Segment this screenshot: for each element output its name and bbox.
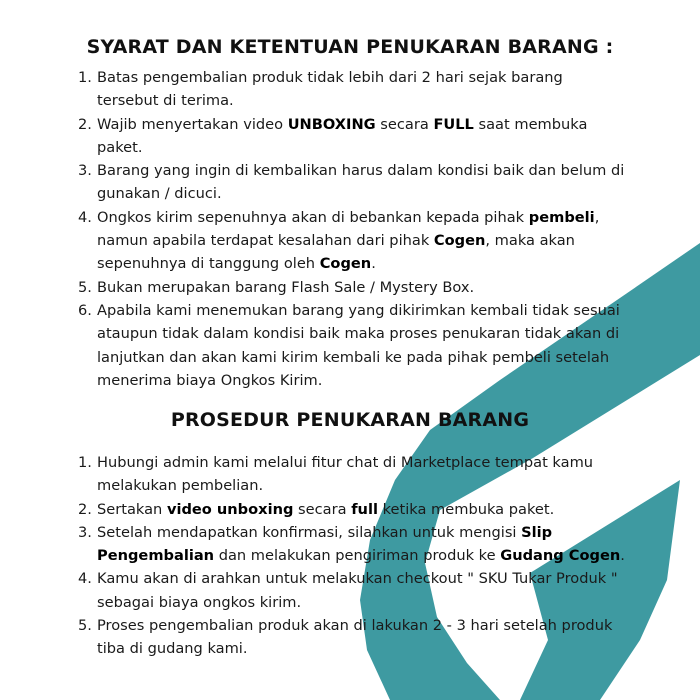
bold-text: pembeli — [528, 208, 595, 226]
terms-list — [78, 66, 628, 392]
list-item-number: 5. — [78, 617, 92, 635]
list-item-number: 1. — [78, 69, 92, 86]
list-item-text: Barang yang ingin di kembalikan harus dalam kondisi baik dan belum di gunakan / dicuci. — [97, 162, 625, 203]
list-item-text: . — [371, 255, 376, 273]
list-item — [78, 66, 628, 113]
list-item-number: 1. — [78, 454, 92, 471]
bold-text: Cogen — [319, 255, 372, 273]
list-item-number: 3. — [78, 162, 92, 180]
list-item-text: saat membuka paket. — [97, 115, 588, 156]
list-item — [78, 498, 628, 521]
bold-text: Slip Pengembalian — [97, 523, 553, 565]
list-item-text: , namun apabila terdapat kesalahan dari pihak — [97, 208, 600, 250]
list-item — [78, 567, 628, 614]
list-item-number: 5. — [78, 278, 92, 296]
list-item-number: 4. — [78, 570, 92, 588]
list-item-text: Hubungi admin kami melalui fitur chat di Marketplace tempat kamu melakukan pembelian. — [97, 454, 594, 495]
list-item-number: 2. — [78, 500, 92, 518]
bold-text: Gudang Cogen — [500, 547, 621, 565]
terms-heading: SYARAT DAN KETENTUAN PENUKARAN BARANG : — [86, 36, 614, 58]
list-item-text: , maka akan sepenuhnya di tanggung oleh — [97, 232, 575, 273]
list-item-text: Ongkos kirim sepenuhnya akan di bebankan kepada pihak — [97, 208, 529, 226]
list-item — [78, 299, 628, 392]
bold-text: FULL — [433, 115, 474, 133]
procedure-heading: PROSEDUR PENUKARAN BARANG — [170, 409, 530, 431]
list-item-text: secara — [293, 500, 352, 518]
list-item — [78, 159, 628, 206]
list-item-text: Batas pengembalian produk tidak lebih dari 2 hari sejak barang tersebut di terima. — [97, 69, 563, 110]
list-item-text: Apabila kami menemukan barang yang dikirimkan kembali tidak sesuai ataupun tidak dalam kondisi baik maka proses penukaran tidak akan di lanjutkan dan akan kami kirim kembali ke pada pihak pembeli setelah menerima biaya Ongkos Kirim. — [97, 301, 620, 389]
list-item-text: Setelah mendapatkan konfirmasi, silahkan untuk mengisi — [97, 523, 522, 541]
list-item-text: Proses pengembalian produk akan di lakukan 2 - 3 hari setelah produk tiba di gudang kami. — [97, 617, 613, 658]
list-item — [78, 113, 628, 160]
list-item-text: . — [620, 547, 625, 565]
bold-text: video unboxing — [166, 500, 294, 518]
bold-text: Cogen — [433, 232, 486, 250]
list-item-number: 3. — [78, 523, 92, 541]
list-item — [78, 206, 628, 276]
list-item-text: ketika membuka paket. — [377, 500, 555, 518]
procedure-list — [78, 451, 628, 661]
bold-text: full — [351, 500, 378, 518]
list-item-text: Sertakan — [97, 500, 167, 518]
list-item — [78, 614, 628, 661]
list-item-number: 6. — [78, 301, 92, 319]
list-item — [78, 521, 628, 568]
list-item-text: Kamu akan di arahkan untuk melakukan checkout " SKU Tukar Produk " sebagai biaya ongkos kirim. — [97, 570, 618, 611]
bold-text: UNBOXING — [287, 115, 376, 133]
list-item-number: 4. — [78, 208, 92, 226]
list-item-text: secara — [375, 115, 434, 133]
list-item — [78, 276, 628, 299]
list-item — [78, 451, 628, 498]
list-item-number: 2. — [78, 115, 92, 133]
list-item-text: dan melakukan pengiriman produk ke — [214, 547, 501, 565]
list-item-text: Bukan merupakan barang Flash Sale / Mystery Box. — [97, 278, 475, 296]
list-item-text: Wajib menyertakan video — [97, 115, 288, 133]
